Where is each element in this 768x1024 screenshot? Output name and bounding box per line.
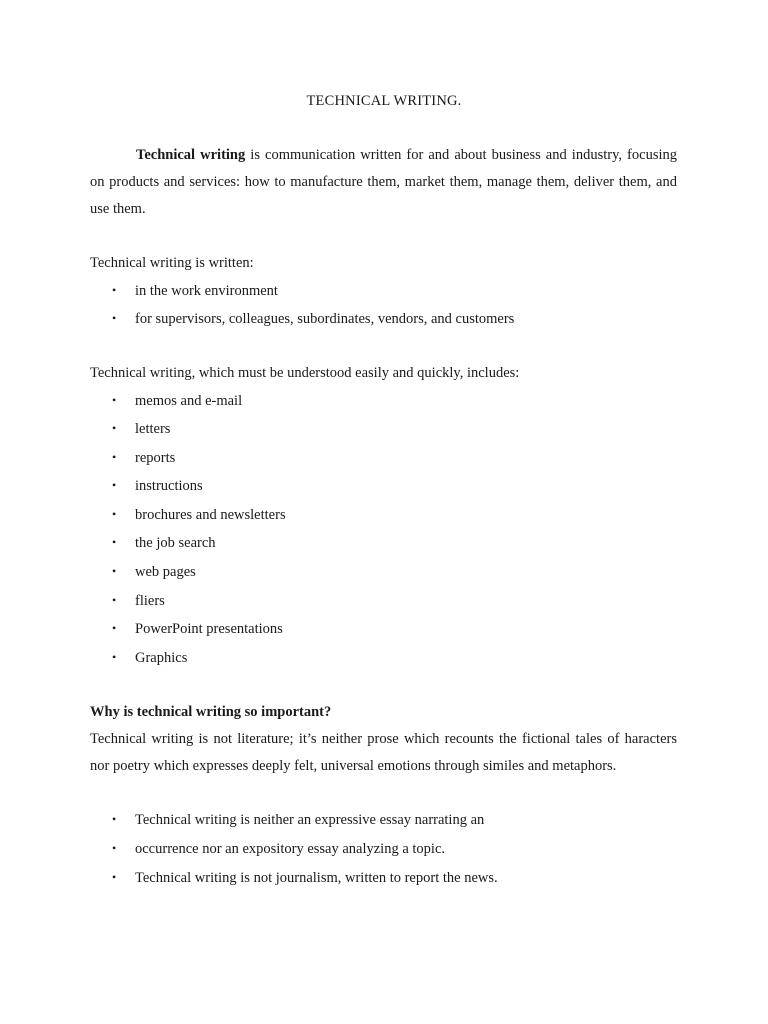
document-title: TECHNICAL WRITING. (306, 93, 462, 109)
list-item-text: the job search (135, 535, 216, 551)
bullet-icon: • (112, 450, 117, 464)
list-item (112, 621, 283, 638)
bullet-icon: • (112, 421, 117, 435)
list-item-text: PowerPoint presentations (135, 621, 283, 637)
list-item (112, 478, 203, 495)
list-item-text: Technical writing is not journalism, written to report the news. (135, 870, 498, 886)
bullet-icon: • (112, 478, 117, 492)
why-heading: Why is technical writing so important? (90, 704, 332, 720)
bullet-icon: • (112, 283, 117, 297)
intro-bold-term: Technical writing (136, 147, 246, 163)
list-item (112, 507, 286, 524)
bullet-icon: • (112, 535, 117, 549)
list-item-text: letters (135, 421, 171, 437)
list-item (112, 870, 498, 887)
bullet-icon: • (112, 650, 117, 664)
list-item-text: for supervisors, colleagues, subordinates, vendors, and customers (135, 311, 515, 327)
list-item-text: instructions (135, 478, 203, 494)
list-item-text: web pages (135, 564, 196, 580)
list-item (112, 650, 187, 667)
list-item (112, 311, 514, 328)
written-lead: Technical writing is written: (90, 255, 254, 271)
list-item (112, 421, 170, 438)
list-item-text: memos and e-mail (135, 393, 243, 409)
intro-paragraph (90, 142, 677, 223)
list-item (112, 812, 484, 829)
list-item-text: Technical writing is neither an expressive essay narrating an (135, 812, 485, 828)
list-item (112, 535, 216, 552)
list-item (112, 450, 175, 467)
list-item-text: fliers (135, 593, 165, 609)
list-item-text: in the work environment (135, 283, 278, 299)
list-item (112, 283, 278, 300)
bullet-icon: • (112, 311, 117, 325)
bullet-icon: • (112, 870, 117, 884)
list-item (112, 564, 196, 581)
bullet-icon: • (112, 593, 117, 607)
list-item (112, 593, 165, 610)
why-paragraph: Technical writing is not literature; it’s neither prose which recounts the fictional tales of haracters nor poetry which expresses deeply felt, universal emotions through similes and metaphors. (90, 731, 677, 774)
list-item-text: occurrence nor an expository essay analyzing a topic. (135, 841, 446, 857)
bullet-icon: • (112, 507, 117, 521)
bullet-icon: • (112, 621, 117, 635)
list-item-text: brochures and newsletters (135, 507, 286, 523)
list-item-text: reports (135, 450, 176, 466)
list-item-text: Graphics (135, 650, 188, 666)
list-item (112, 841, 445, 858)
intro-text: is communication written for and about business and industry, focusing on products and services: how to manufacture them, market them, manage them, deliver them, and use them. (90, 147, 677, 217)
bullet-icon: • (112, 564, 117, 578)
includes-lead: Technical writing, which must be understood easily and quickly, includes: (90, 365, 520, 381)
bullet-icon: • (112, 841, 117, 855)
list-item (112, 393, 242, 410)
bullet-icon: • (112, 812, 117, 826)
bullet-icon: • (112, 393, 117, 407)
